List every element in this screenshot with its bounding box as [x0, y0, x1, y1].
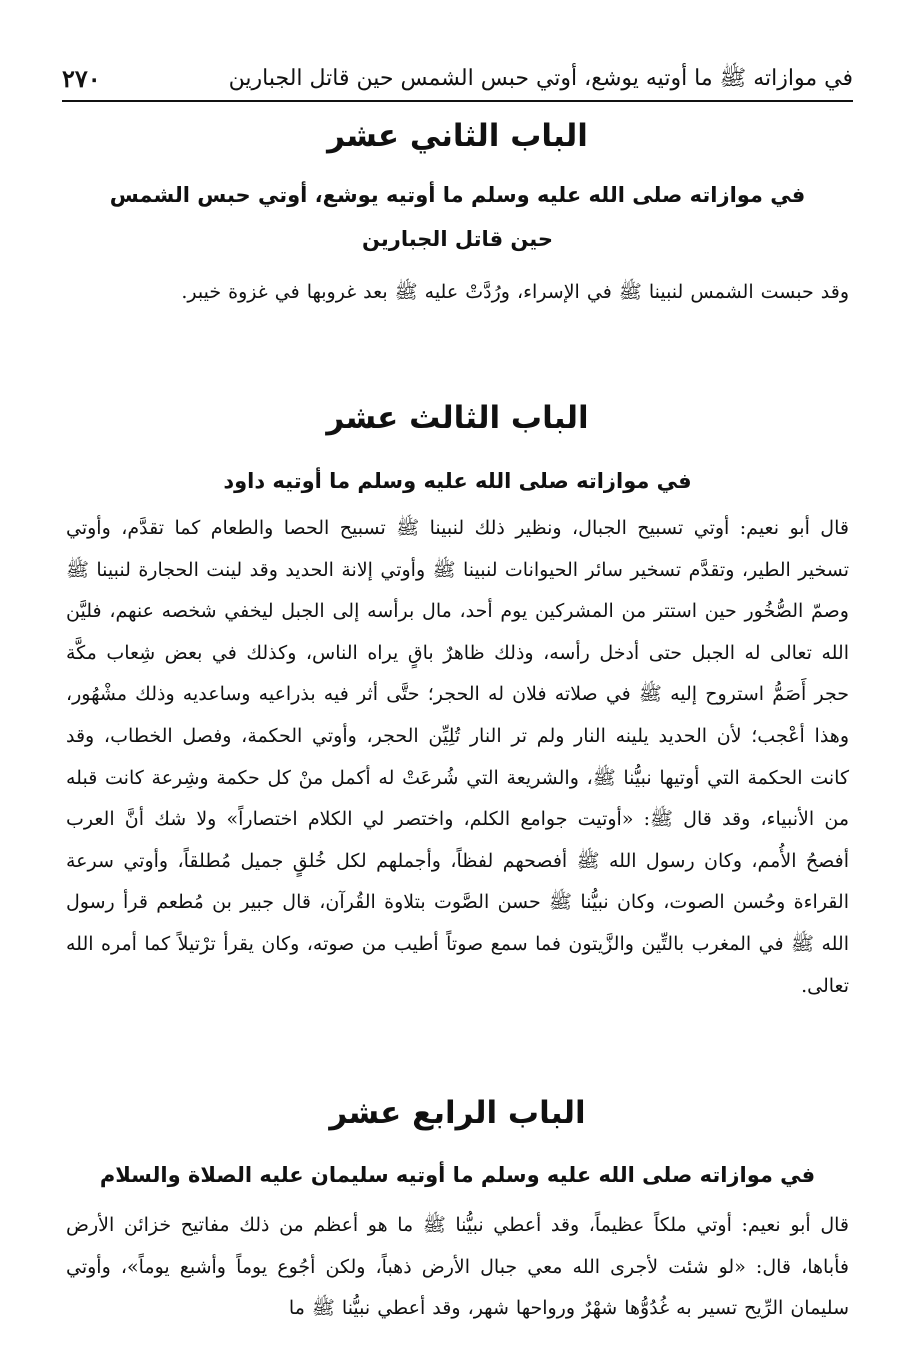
chapter-subtitle-13: في موازاته صلى الله عليه وسلم ما أوتيه داود — [223, 469, 692, 493]
running-title: في موازاته ﷺ ما أوتيه يوشع، أوتي حبس الشمس حين قاتل الجبارين — [228, 66, 853, 91]
running-header — [62, 62, 853, 102]
chapter-title-14: الباب الرابع عشر — [329, 1095, 586, 1131]
chapter-title-12: الباب الثاني عشر — [327, 118, 588, 154]
chapter-12-paragraph: وقد حبست الشمس لنبينا ﷺ في الإسراء، ورُدَّتْ عليه ﷺ بعد غروبها في غزوة خيبر. — [181, 281, 849, 303]
chapter-subtitle-12-line-2: حين قاتل الجبارين — [361, 227, 554, 251]
page-number: ٢٧٠ — [62, 64, 101, 93]
chapter-title-13: الباب الثالث عشر — [326, 400, 589, 436]
chapter-subtitle-14: في موازاته صلى الله عليه وسلم ما أوتيه سليمان عليه الصلاة والسلام — [99, 1163, 816, 1187]
chapter-subtitle-12-line-1: في موازاته صلى الله عليه وسلم ما أوتيه يوشع، أوتي حبس الشمس — [109, 183, 806, 207]
chapter-14-paragraph: قال أبو نعيم: أوتي ملكاً عظيماً، وقد أعطي نبيُّنا ﷺ ما هو أعظم من ذلك مفاتيح خزائن الأرض فأباها، قال: «لو شئت لأجرى الله معي جبال الأرض ذهباً، ولكن أجُوع يوماً وأشبع يوماً»، وأوتي سليمان الرِّيح تسير به غُدُوُّها شهْرٌ ورواحها شهر، وقد أعطي نبيُّنا ﷺ ما — [66, 1214, 849, 1320]
chapter-13-paragraph: قال أبو نعيم: أوتي تسبيح الجبال، ونظير ذلك لنبينا ﷺ تسبيح الحصا والطعام كما تقدَّم، وأوتي تسخير الطير، وتقدَّم تسخير سائر الحيوانات لنبينا ﷺ وأوتي إلانة الحديد وقد لينت الحجارة لنبينا ﷺ وصمّ الصُّخُور حين استتر من المشركين يوم أحد، مال برأسه إلى الجبل ليخفي شخصه عنهم، فليَّن الله تعالى له الجبل حتى أدخل رأسه، وذلك ظاهرٌ باقٍ يراه الناس، وكذلك في بعض شِعاب مكَّة حجر أَصَمُّ استروح إليه ﷺ في صلاته فلان له الحجر؛ حتَّى أثر فيه بذراعيه وساعديه وذلك مشْهُور، وهذا أعْجب؛ لأن الحديد يلينه النار ولم تر النار تُلِيِّن الحجر، وأوتي الحكمة، وفصل الخطاب، وقد كانت الحكمة التي أوتيها نبيُّنا ﷺ، والشريعة التي شُرعَتْ له أكمل منْ كل حكمة وشِرعة كانت قبله من الأنبياء، وقد قال ﷺ: «أوتيت جوامع الكلم، واختصر لي الكلام اختصاراً» ولا شك أنَّ العرب أفصحُ الأُمم، وكان رسول الله ﷺ أفصحهم لفظاً، وأجملهم لكل خُلقٍ جميل مُطلقاً، وأوتي سرعة القراءة وحُسن الصوت، وكان نبيُّنا ﷺ حسن الصَّوت بتلاوة القُرآن، قال جبير بن مُطعم قرأ رسول الله ﷺ في المغرب بالتِّين والزَّيتون فما سمع صوتاً أطيب من صوته، وكان يقرأ ترْتيلاً كما أمره الله تعالى. — [66, 517, 849, 997]
